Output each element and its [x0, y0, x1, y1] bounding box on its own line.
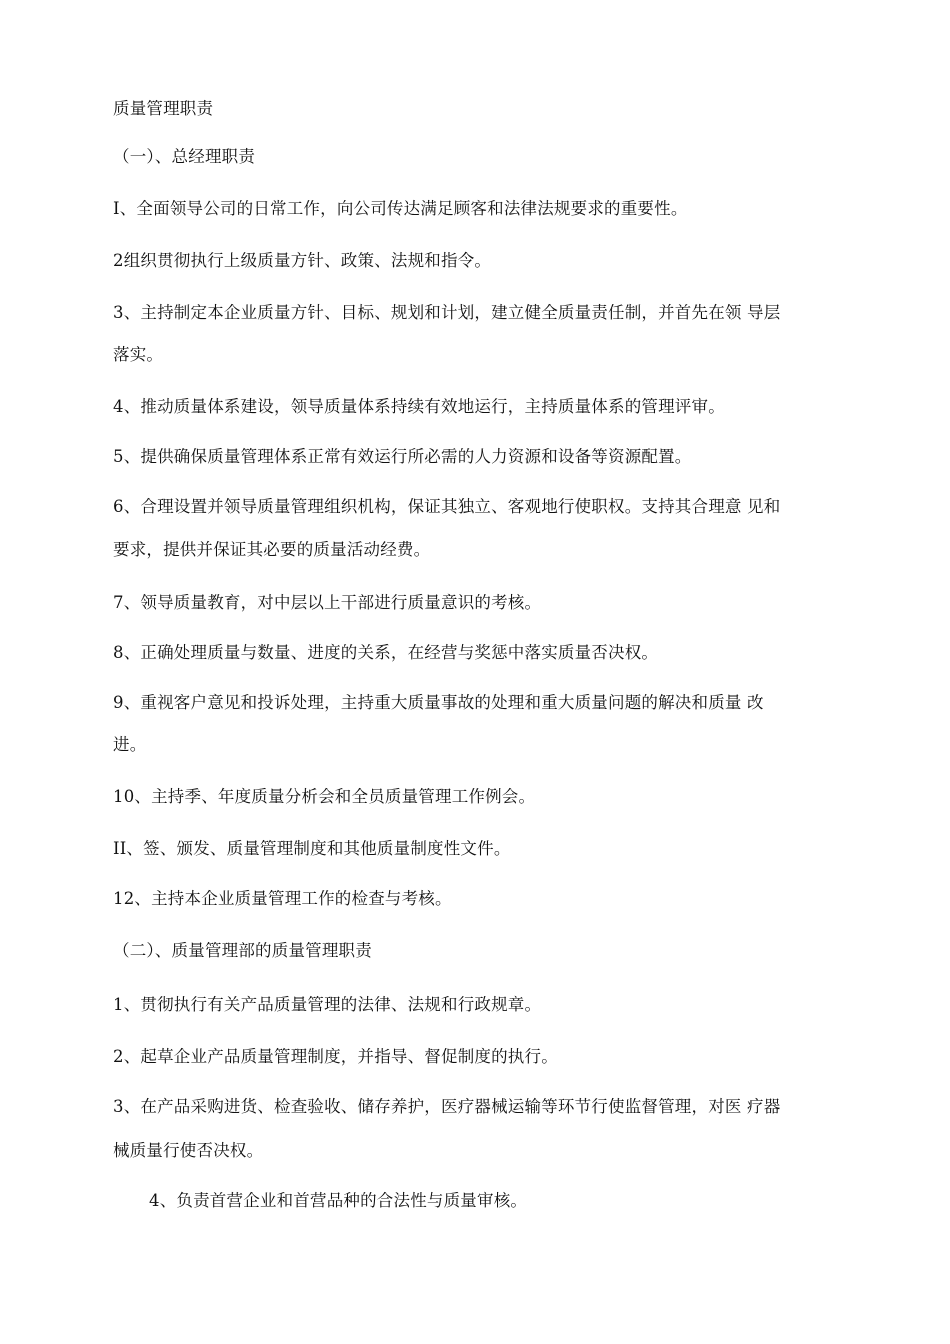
paragraph-line: 10、主持季、年度质量分析会和全员质量管理工作例会。 — [113, 787, 536, 806]
paragraph-line: 5、提供确保质量管理体系正常有效运行所必需的人力资源和设备等资源配置。 — [113, 447, 692, 466]
paragraph-line: 4、推动质量体系建设，领导质量体系持续有效地运行，主持质量体系的管理评审。 — [113, 397, 725, 416]
paragraph-line: I、全面领导公司的日常工作，向公司传达满足顾客和法律法规要求的重要性。 — [113, 199, 688, 218]
paragraph-line: 要求，提供并保证其必要的质量活动经费。 — [113, 540, 431, 559]
paragraph-line: 械质量行使否决权。 — [113, 1141, 264, 1160]
paragraph-line: 12、主持本企业质量管理工作的检查与考核。 — [113, 889, 452, 908]
paragraph-line: 7、领导质量教育，对中层以上干部进行质量意识的考核。 — [113, 593, 542, 612]
document-title: 质量管理职责 — [113, 99, 214, 118]
paragraph-line: 6、合理设置并领导质量管理组织机构，保证其独立、客观地行使职权。支持其合理意 见和 — [113, 497, 781, 516]
paragraph-line: II、签、颁发、质量管理制度和其他质量制度性文件。 — [113, 839, 511, 858]
paragraph-line: 2组织贯彻执行上级质量方针、政策、法规和指令。 — [113, 251, 492, 270]
section-heading-quality-department: （二）、质量管理部的质量管理职责 — [113, 941, 372, 960]
paragraph-line: 进。 — [113, 735, 147, 754]
paragraph-line: 9、重视客户意见和投诉处理，主持重大质量事故的处理和重大质量问题的解决和质量 改 — [113, 693, 764, 712]
paragraph-line: 1、贯彻执行有关产品质量管理的法律、法规和行政规章。 — [113, 995, 542, 1014]
section-heading-general-manager: （一）、总经理职责 — [113, 147, 256, 166]
paragraph-line: 落实。 — [113, 345, 164, 364]
paragraph-line: 8、正确处理质量与数量、进度的关系，在经营与奖惩中落实质量否决权。 — [113, 643, 659, 662]
paragraph-line: 4、负责首营企业和首营品种的合法性与质量审核。 — [149, 1191, 528, 1210]
paragraph-line: 3、主持制定本企业质量方针、目标、规划和计划，建立健全质量责任制，并首先在领 导层 — [113, 303, 781, 322]
paragraph-line: 2、起草企业产品质量管理制度，并指导、督促制度的执行。 — [113, 1047, 558, 1066]
paragraph-line: 3、在产品采购进货、检查验收、储存养护，医疗器械运输等环节行使监督管理，对医 疗器 — [113, 1097, 781, 1116]
